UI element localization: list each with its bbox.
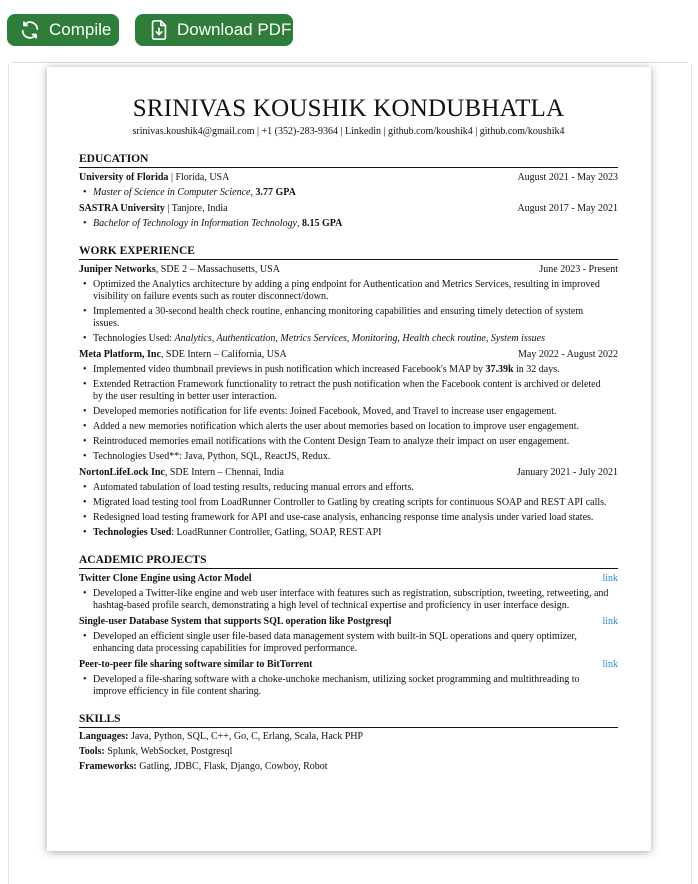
job-bullet [79,527,618,539]
project-name: Twitter Clone Engine using Actor Model [79,573,252,584]
resume-page [47,67,651,851]
project-link[interactable]: link [602,616,618,627]
education-dates: August 2017 - May 2021 [517,203,618,214]
project-bullet: • Developed a file-sharing software with a choke-unchoke mechanism, utilizing socket programming and multithreading to improve efficiency in file content sharing. [79,674,618,698]
skill-label: Frameworks: [79,761,137,772]
school-name: University of Florida [79,172,169,183]
company: Meta Platform, Inc [79,349,161,360]
compile-label: Compile [49,20,112,39]
resume-name: SRINIVAS KOUSHIK KONDUBHATLA [132,95,565,122]
job-bullet: • Developed memories notification for life events: Joined Facebook, Moved, and Travel to increase user engagement. [79,406,618,418]
project-link[interactable]: link [602,659,618,670]
role: , SDE Intern – Chennai, India [164,467,284,478]
skills-tools [79,746,618,758]
education-dates: August 2021 - May 2023 [517,172,618,183]
skills-languages [79,731,618,743]
projects-heading: ACADEMIC PROJECTS [79,553,618,569]
bullet-text: Implemented video thumbnail previews in push notification which increased Facebook's MAP by [93,364,486,375]
project-header [79,616,618,628]
skills-frameworks [79,761,618,773]
job-bullet [79,364,618,376]
project-bullet: • Developed an efficient single user file-based data management system with built-in SQL operations and query optimizer, enhancing data processing capabilities for improved performance. [79,631,618,655]
job-bullet: • Redesigned load testing framework for API and use-case analysis, enhancing response time analysis under varied load states. [79,512,618,524]
job-bullet: • Technologies Used**: Java, Python, SQL, ReactJS, Redux. [79,451,618,463]
skill-values: Gatling, JDBC, Flask, Django, Cowboy, Robot [136,761,328,772]
skill-values: Splunk, WebSocket, Postgresql [104,746,233,757]
school-location: | Florida, USA [168,172,230,183]
tech-list: Analytics, Authentication, Metrics Services, Monitoring, Health check routine, System issues [174,333,545,344]
company: Juniper Networks [79,264,156,275]
degree: Master of Science in Computer Science [93,187,251,198]
job-bullet [79,333,618,345]
skill-values: Java, Python, SQL, C++, Go, C, Erlang, Scala, Hack PHP [128,731,364,742]
gpa: 3.77 GPA [255,187,296,198]
degree-line: • Bachelor of Technology in Information Technology, 8.15 GPA [79,218,618,230]
job-bullet: • Optimized the Analytics architecture by adding a ping endpoint for Authentication and Metrics Services, resulting in improved visibility on failure events such as router disconnect/down. [79,279,618,303]
gpa: 8.15 GPA [301,218,343,229]
role: , SDE Intern – California, USA [160,349,287,360]
role: , SDE 2 – Massachusetts, USA [155,264,280,275]
job-bullet: • Automated tabulation of load testing results, reducing manual errors and efforts. [79,482,618,494]
education-entry [79,203,618,215]
skill-label: Tools: [79,746,105,757]
school-location: | Tanjore, India [164,203,228,214]
job-dates: January 2021 - July 2021 [516,467,618,478]
bullet-bold: 37.39k [485,364,514,375]
skills-heading: SKILLS [79,712,618,728]
contact-line: srinivas.koushik4@gmail.com | +1 (352)-283-9364 | Linkedin | github.com/koushik4 | github.com/koushik4 [132,126,565,137]
project-header [79,573,618,585]
project-name: Single-user Database System that supports SQL operation like Postgresql [79,616,392,627]
company: NortonLifeLock Inc [79,467,165,478]
project-header [79,659,618,671]
job-bullet: • Implemented a 30-second health check routine, enhancing monitoring capabilities and ensuring timely detection of system issues. [79,306,618,330]
file-download-icon [149,19,169,41]
toolbar-divider [12,62,688,63]
job-bullet: • Migrated load testing tool from LoadRunner Controller to Gatling by creating scripts for continuous SOAP and REST API calls. [79,497,618,509]
project-bullet: • Developed a Twitter-like engine and web user interface with features such as registration, subscription, tweeting, retweeting, and hashtag-based profile search, demonstrating a high level of technical expertise and proficiency in user interface design. [79,588,618,612]
job-dates: May 2022 - August 2022 [518,349,618,360]
job-header [79,264,618,276]
degree: Bachelor of Technology in Information Technology [93,218,297,229]
compile-button[interactable] [7,14,119,46]
tech-label: Technologies Used [93,527,172,538]
project-name: Peer-to-peer file sharing software similar to BitTorrent [79,659,313,670]
download-pdf-label: Download PDF [177,20,292,39]
job-bullet: • Extended Retraction Framework functionality to retract the push notification when the Facebook content is archived or deleted by the user resulting in better user interaction. [79,379,618,403]
skill-label: Languages: [79,731,129,742]
education-heading: EDUCATION [79,152,618,168]
school-name: SASTRA University [79,203,165,214]
toolbar [0,0,698,62]
job-dates: June 2023 - Present [539,264,618,275]
job-header [79,467,618,479]
job-bullet: • Reintroduced memories email notifications with the Content Design Team to analyze their impact on user engagement. [79,436,618,448]
tech-list: : LoadRunner Controller, Gatling, SOAP, REST API [171,527,382,538]
job-bullet: • Added a new memories notification which alerts the user about memories based on location to improve user engagement. [79,421,618,433]
job-header [79,349,618,361]
education-entry [79,172,618,184]
work-heading: WORK EXPERIENCE [79,244,618,260]
tech-label: Technologies Used: [93,333,175,344]
download-pdf-button[interactable] [135,14,293,46]
project-link[interactable]: link [602,573,618,584]
degree-line: • Master of Science in Computer Science, 3.77 GPA [79,187,618,199]
bullet-text: in 32 days. [513,364,560,375]
refresh-icon [19,19,41,41]
